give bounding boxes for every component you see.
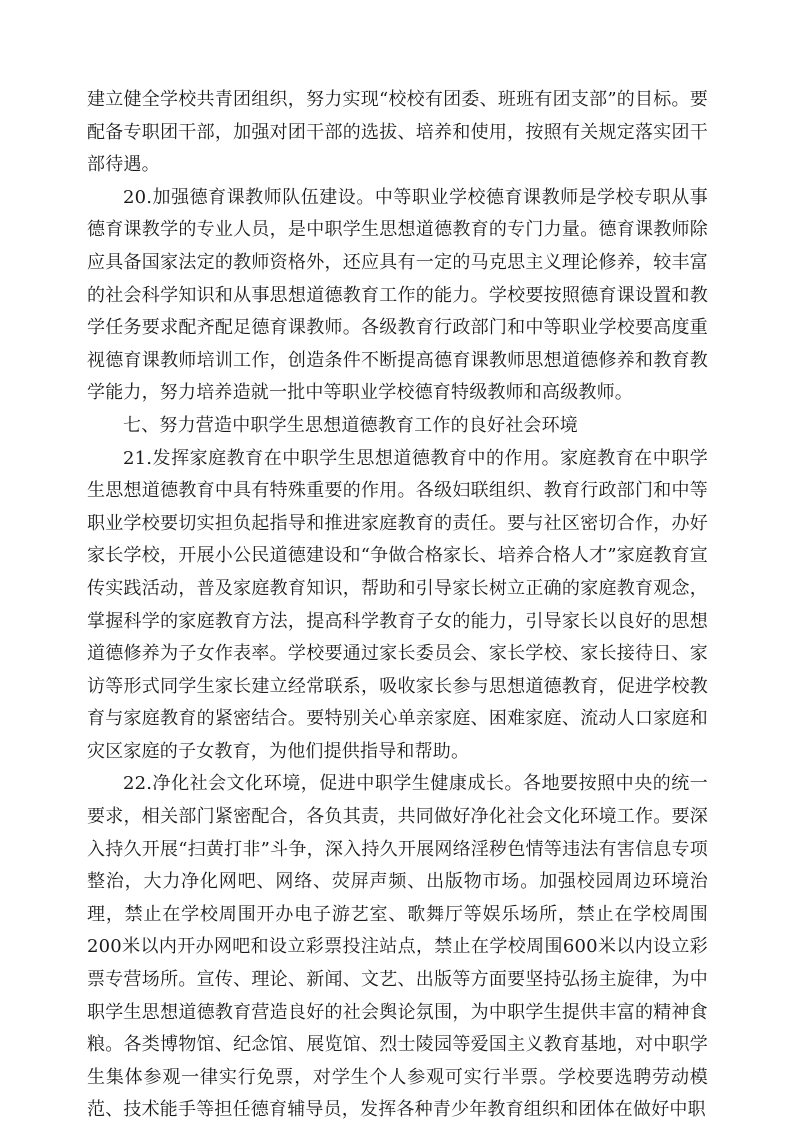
paragraph-22-social-environment: 22.净化社会文化环境，促进中职学生健康成长。各地要按照中央的统一要求，相关部门紧密配合，各负其责，共同做好净化社会文化环境工作。要深入持久开展“扫黄打非”斗争，深入持久开展网络淫秽色情等违法有害信息专项整治，大力净化网吧、网络、荧屏声频、出版物市场。加强校园周边环境治理，禁止在学校周围开办电子游艺室、歌舞厅等娱乐场所，禁止在学校周围200米以内开办网吧和设立彩票投注站点，禁止在学校周围600米以内设立彩票专营场所。宣传、理论、新闻、文艺、出版等方面要坚持弘扬主旋律，为中职学生思想道德教育营造良好的社会舆论氛围，为中职学生提供丰富的精神食粮。各类博物馆、纪念馆、展览馆、烈士陵园等爱国主义教育基地，对中职学生集体参观一律实行免票，对学生个人参观可实行半票。学校要选聘劳动模范、技术能手等担任德育辅导员，发挥各种青少年教育组织和团体在做好中职	[87, 773, 708, 1121]
document-page	[87, 84, 708, 1127]
section-heading-7: 七、努力营造中职学生思想道德教育工作的良好社会环境	[123, 414, 578, 436]
paragraph-20-teacher-team: 20.加强德育课教师队伍建设。中等职业学校德育课教师是学校专职从事德育课教学的专业人员，是中职学生思想道德教育的专门力量。德育课教师除应具备国家法定的教师资格外，还应具有一定的马克思主义理论修养，较丰富的社会科学知识和从事思想道德教育工作的能力。学校要按照德育课设置和教学任务要求配齐配足德育课教师。各级教育行政部门和中等职业学校要高度重视德育课教师培训工作，创造条件不断提高德育课教师思想道德修养和教育教学能力，努力培养造就一批中等职业学校德育特级教师和高级教师。	[87, 186, 708, 404]
paragraph-21-family-education: 21.发挥家庭教育在中职学生思想道德教育中的作用。家庭教育在中职学生思想道德教育中具有特殊重要的作用。各级妇联组织、教育行政部门和中等职业学校要切实担负起指导和推进家庭教育的责任。要与社区密切合作，办好家长学校，开展小公民道德建设和“争做合格家长、培养合格人才”家庭教育宣传实践活动，普及家庭教育知识，帮助和引导家长树立正确的家庭教育观念，掌握科学的家庭教育方法，提高科学教育子女的能力，引导家长以良好的思想道德修养为子女作表率。学校要通过家长委员会、家长学校、家长接待日、家访等形式同学生家长建立经常联系，吸收家长参与思想道德教育，促进学校教育与家庭教育的紧密结合。要特别关心单亲家庭、困难家庭、流动人口家庭和灾区家庭的子女教育，为他们提供指导和帮助。	[87, 447, 708, 762]
paragraph-continued: 建立健全学校共青团组织，努力实现“校校有团委、班班有团支部”的目标。要配备专职团干部，加强对团干部的选拔、培养和使用，按照有关规定落实团干部待遇。	[87, 89, 708, 176]
